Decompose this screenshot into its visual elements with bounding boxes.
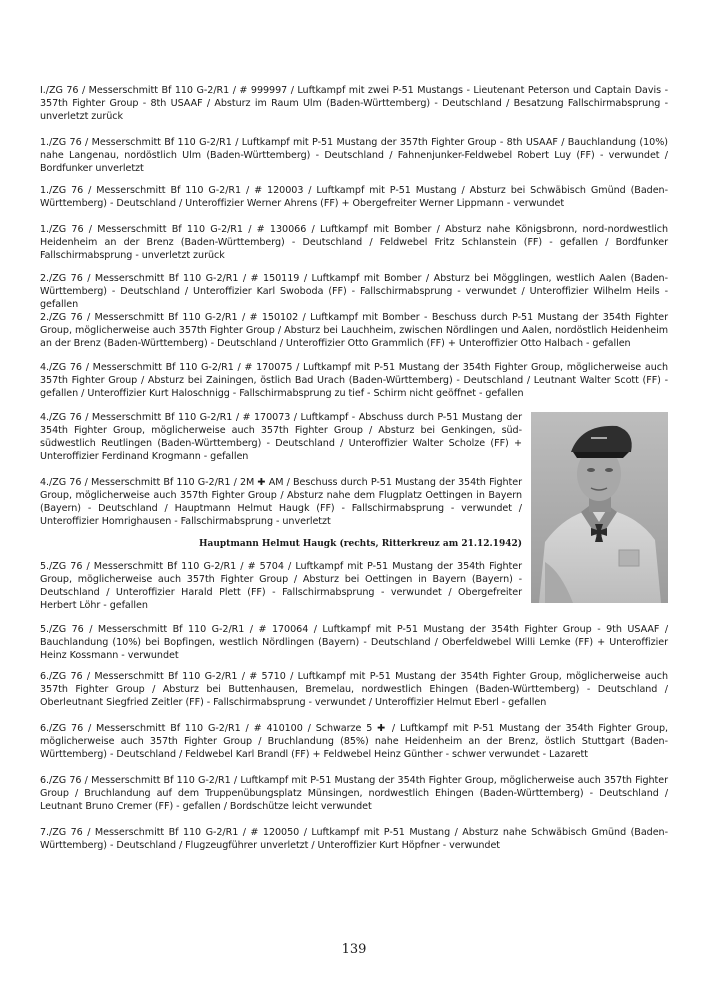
portrait-photo — [531, 412, 668, 603]
loss-entry: I./ZG 76 / Messerschmitt Bf 110 G-2/R1 / # 999997 / Luftkampf mit zwei P-51 Mustangs - Lieutenant Peterson und Captain Davis - 357th Fighter Group - 8th USAAF / Absturz im Raum Ulm (Baden-Württemberg) - Deutschland / Besatzung Fallschirmabsprung - unverletzt zurück — [40, 85, 668, 123]
page-number: 139 — [341, 942, 367, 957]
loss-entry: 2./ZG 76 / Messerschmitt Bf 110 G-2/R1 / # 150119 / Luftkampf mit Bomber / Absturz bei Mögglingen, westlich Aalen (Baden-Württemberg) - Deutschland / Unteroffizier Karl Swoboda (FF) - Fallschirmabsprung - verwundet / Unteroffizier Wilhelm Heils - gefallen — [40, 273, 668, 311]
loss-entry: 6./ZG 76 / Messerschmitt Bf 110 G-2/R1 / Luftkampf mit P-51 Mustang der 354th Fighter Group, möglicherweise auch 357th Fighter Group / Bruchlandung auf dem Truppenübungsplatz Münsingen, nordwestlich Ehingen (Baden-Württemberg) - Deutschland / Leutnant Bruno Cremer (FF) - gefallen / Bordschütze leicht verwundet — [40, 775, 668, 813]
loss-entry: 4./ZG 76 / Messerschmitt Bf 110 G-2/R1 / 2M ✚ AM / Beschuss durch P-51 Mustang der 354th Fighter Group, möglicherweise auch 357th Fighter Group / Absturz nahe dem Flugplatz Oettingen in Bayern (Bayern) - Deutschland / Hauptmann Helmut Haugk (FF) - Fallschirmabsprung - verwundet / Unteroffizier Homrighausen - Fallschirmabsprung - unverletzt — [40, 477, 522, 528]
loss-entry: 1./ZG 76 / Messerschmitt Bf 110 G-2/R1 / # 120003 / Luftkampf mit P-51 Mustang / Absturz bei Schwäbisch Gmünd (Baden-Württemberg) - Deutschland / Unteroffizier Werner Ahrens (FF) + Obergefreiter Werner Lippmann - verwundet — [40, 185, 668, 210]
loss-entry: 5./ZG 76 / Messerschmitt Bf 110 G-2/R1 / # 170064 / Luftkampf mit P-51 Mustang der 354th Fighter Group - 9th USAAF / Bauchlandung (10%) bei Bopfingen, westlich Nördlingen (Bayern) - Deutschland / Oberfeldwebel Willi Lemke (FF) + Unteroffizier Heinz Kossmann - verwundet — [40, 624, 668, 662]
photo-caption: Hauptmann Helmut Haugk (rechts, Ritterkreuz am 21.12.1942) — [199, 539, 522, 549]
loss-entry: 6./ZG 76 / Messerschmitt Bf 110 G-2/R1 / # 410100 / Schwarze 5 ✚ / Luftkampf mit P-51 Mustang der 354th Fighter Group, möglicherweise auch 357th Fighter Group / Bruchlandung (85%) nahe Heidenheim an der Brenz, östlich Stuttgart (Baden-Württemberg) - Deutschland / Feldwebel Karl Brandl (FF) + Feldwebel Heinz Günther - schwer verwundet - Lazarett — [40, 723, 668, 761]
loss-entry: 2./ZG 76 / Messerschmitt Bf 110 G-2/R1 / # 150102 / Luftkampf mit Bomber - Beschuss durch P-51 Mustang der 354th Fighter Group, möglicherweise auch 357th Fighter Group / Absturz bei Lauchheim, zwischen Nördlingen und Aalen, nordöstlich Heidenheim an der Brenz (Baden-Württemberg) - Deutschland / Unteroffizier Otto Grammlich (FF) + Unteroffizier Otto Halbach - gefallen — [40, 312, 668, 350]
loss-entry: 5./ZG 76 / Messerschmitt Bf 110 G-2/R1 / # 5704 / Luftkampf mit P-51 Mustang der 354th Fighter Group, möglicherweise auch 357th Fighter Group / Absturz bei Oettingen in Bayern (Bayern) - Deutschland / Unteroffizier Harald Plett (FF) - Fallschirmabsprung - verwundet / Obergefreiter Herbert Löhr - gefallen — [40, 561, 522, 612]
loss-entry: 4./ZG 76 / Messerschmitt Bf 110 G-2/R1 / # 170073 / Luftkampf - Abschuss durch P-51 Mustang der 354th Fighter Group, möglicherweise auch 357th Fighter Group / Absturz bei Genkingen, süd-südwestlich Reutlingen (Baden-Württemberg) - Deutschland / Unteroffizier Walter Scholze (FF) + Unteroffizier Ferdinand Krogmann - gefallen — [40, 412, 522, 463]
loss-entry: 7./ZG 76 / Messerschmitt Bf 110 G-2/R1 / # 120050 / Luftkampf mit P-51 Mustang / Absturz nahe Schwäbisch Gmünd (Baden-Württemberg) - Deutschland / Flugzeugführer unverletzt / Unteroffizier Kurt Höpfner - verwundet — [40, 827, 668, 852]
loss-entry: 1./ZG 76 / Messerschmitt Bf 110 G-2/R1 / # 130066 / Luftkampf mit Bomber / Absturz nahe Königsbronn, nord-nordwestlich Heidenheim an der Brenz (Baden-Württemberg) - Deutschland / Feldwebel Fritz Schlanstein (FF) - gefallen / Bordfunker Fallschirmabsprung - unverletzt zurück — [40, 224, 668, 262]
loss-entry: 1./ZG 76 / Messerschmitt Bf 110 G-2/R1 / Luftkampf mit P-51 Mustang der 357th Fighter Group - 8th USAAF / Bauchlandung (10%) nahe Langenau, nordöstlich Ulm (Baden-Württemberg) - Deutschland / Fahnenjunker-Feldwebel Robert Luy (FF) - verwundet / Bordfunker unverletzt — [40, 137, 668, 175]
loss-entry: 6./ZG 76 / Messerschmitt Bf 110 G-2/R1 / # 5710 / Luftkampf mit P-51 Mustang der 354th Fighter Group, möglicherweise auch 357th Fighter Group / Absturz bei Buttenhausen, Bremelau, nordwestlich Ehingen (Baden-Württemberg) - Deutschland / Oberleutnant Siegfried Zeitler (FF) - Fallschirmabsprung - verwundet / Unteroffizier Helmut Eberl - gefallen — [40, 671, 668, 709]
loss-entry: 4./ZG 76 / Messerschmitt Bf 110 G-2/R1 / # 170075 / Luftkampf mit P-51 Mustang der 354th Fighter Group, möglicherweise auch 357th Fighter Group / Absturz bei Zainingen, östlich Bad Urach (Baden-Württemberg) - Deutschland / Leutnant Walter Scott (FF) - gefallen / Unteroffizier Kurt Haloschnigg - Fallschirmabsprung zu tief - Schirm nicht geöffnet - gefallen — [40, 362, 668, 400]
